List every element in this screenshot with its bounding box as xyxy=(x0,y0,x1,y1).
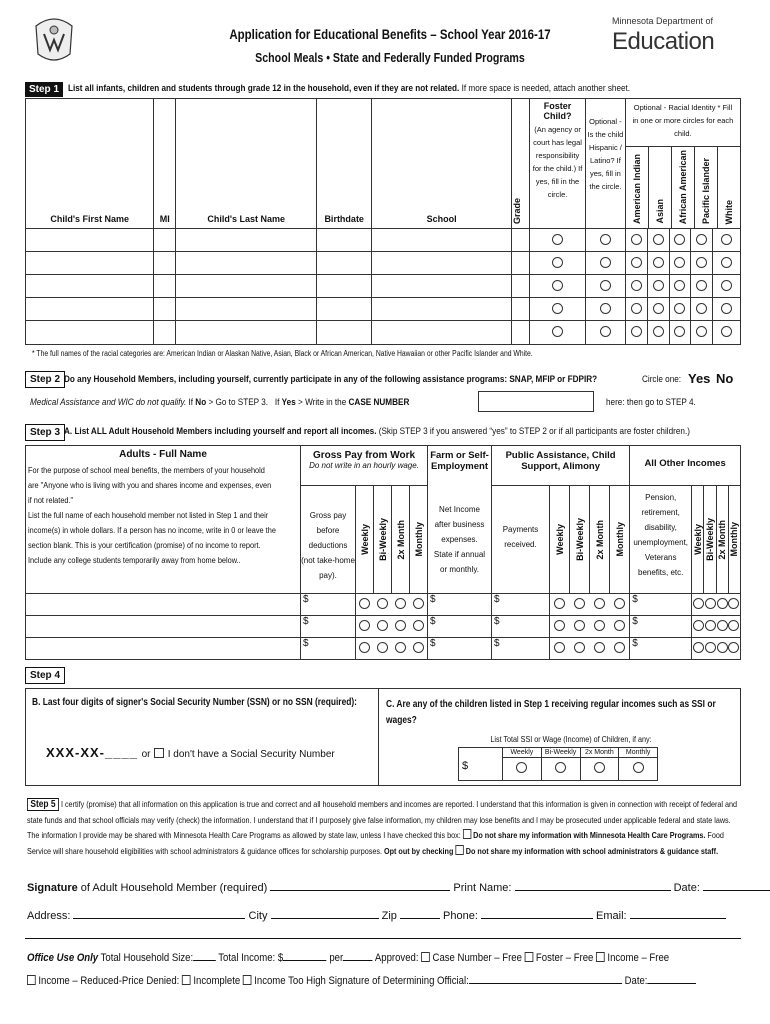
opt-out-text: Opt out by checking xyxy=(383,845,454,856)
mde-logo xyxy=(612,16,752,56)
hispanic-radio[interactable] xyxy=(600,234,611,245)
adult-name-input[interactable] xyxy=(26,616,301,638)
child-birthdate-input[interactable] xyxy=(317,229,372,252)
child-first-input[interactable] xyxy=(26,229,154,252)
dollar-sign: $ xyxy=(303,638,309,649)
table-row xyxy=(26,275,741,298)
per-label: per xyxy=(329,952,344,964)
no-share-school-checkbox[interactable] xyxy=(455,845,463,855)
freq-radio[interactable] xyxy=(395,598,406,609)
freq-radio[interactable] xyxy=(359,598,370,609)
foster-radio[interactable] xyxy=(552,326,563,337)
print-name-input[interactable] xyxy=(515,890,671,891)
freq-radio[interactable] xyxy=(728,642,739,653)
step2-goto3: > Go to STEP 3. xyxy=(208,397,269,408)
child-first-input[interactable] xyxy=(26,275,154,298)
gross-biweekly: Bi-Weekly xyxy=(377,518,388,561)
no-ssn-label: I don't have a Social Security Number xyxy=(167,749,335,760)
gross-monthly: Monthly xyxy=(413,522,424,557)
other-monthly: Monthly xyxy=(729,522,740,557)
race-radio[interactable] xyxy=(631,326,642,337)
income-free-checkbox[interactable] xyxy=(596,952,605,962)
no-share-mhcp-text: Do not share my information with Minnesota Health Care Programs. xyxy=(473,830,706,841)
race-radio[interactable] xyxy=(631,303,642,314)
freq-radio[interactable] xyxy=(395,620,406,631)
freq-radio[interactable] xyxy=(516,762,527,773)
child-grade-input[interactable] xyxy=(512,321,530,345)
race-american-indian: American Indian xyxy=(631,153,642,224)
step1-instr-bold: List all infants, children and students through grade 12 in the household, even if they are not related. xyxy=(68,83,460,94)
total-size-input[interactable] xyxy=(193,960,216,961)
step3-heading xyxy=(64,426,690,437)
dollar-sign: $ xyxy=(462,760,469,772)
adult-name-input[interactable] xyxy=(26,638,301,660)
dollar-sign: $ xyxy=(494,638,500,649)
freq-radio[interactable] xyxy=(574,642,585,653)
col-foster-title: Foster Child? xyxy=(543,101,572,121)
child-mi-input[interactable] xyxy=(154,275,176,298)
step2-if: If xyxy=(188,397,194,408)
farm-desc2: State if annual or monthly. xyxy=(433,550,486,574)
freq-radio[interactable] xyxy=(705,642,716,653)
step2-yes-text: Yes xyxy=(281,397,296,408)
freq-radio[interactable] xyxy=(413,642,424,653)
race-radio[interactable] xyxy=(696,303,707,314)
freq-radio[interactable] xyxy=(693,642,704,653)
freq-radio[interactable] xyxy=(705,620,716,631)
race-radio[interactable] xyxy=(674,326,685,337)
children-income-input[interactable] xyxy=(459,748,503,780)
foster-radio[interactable] xyxy=(552,303,563,314)
freq-radio[interactable] xyxy=(377,620,388,631)
race-radio[interactable] xyxy=(653,326,664,337)
child-birthdate-input[interactable] xyxy=(317,275,372,298)
divider xyxy=(25,938,741,939)
freq-radio[interactable] xyxy=(614,598,625,609)
freq-radio[interactable] xyxy=(705,598,716,609)
too-high-label: Income Too High xyxy=(254,975,326,987)
address-row xyxy=(27,910,747,922)
freq-radio[interactable] xyxy=(728,598,739,609)
city-input[interactable] xyxy=(271,918,379,919)
step1-tag: Step 1 xyxy=(25,82,63,97)
farm-title: Farm or Self-Employment xyxy=(430,450,489,472)
hispanic-radio[interactable] xyxy=(600,280,611,291)
race-radio[interactable] xyxy=(721,326,732,337)
hispanic-radio[interactable] xyxy=(600,303,611,314)
public-assistance-input[interactable] xyxy=(492,616,550,638)
child-freq-monthly: Monthly xyxy=(619,748,657,758)
race-radio[interactable] xyxy=(653,303,664,314)
dollar-sign: $ xyxy=(430,638,436,649)
freq-radio[interactable] xyxy=(377,642,388,653)
official-signature-label: Signature of Determining Official: xyxy=(328,975,469,987)
race-radio[interactable] xyxy=(674,303,685,314)
too-high-checkbox[interactable] xyxy=(243,975,252,985)
foster-free-label: Foster – Free xyxy=(535,952,594,964)
step2-if2: If xyxy=(274,397,280,408)
child-last-input[interactable] xyxy=(176,275,317,298)
address-label: Address: xyxy=(27,910,71,922)
zip-label: Zip xyxy=(381,910,397,922)
dollar-sign: $ xyxy=(632,594,638,605)
freq-radio[interactable] xyxy=(554,620,565,631)
date-input[interactable] xyxy=(703,890,770,891)
child-grade-input[interactable] xyxy=(512,275,530,298)
adults-desc1: For the purpose of school meal benefits, the members of your household are "Anyone who is living with you and shares income and expenses, even if not related." xyxy=(28,466,272,505)
case-free-label: Case Number – Free xyxy=(432,952,522,964)
table-row xyxy=(26,321,741,345)
gross-pay-input[interactable] xyxy=(301,638,356,660)
freq-radio[interactable] xyxy=(359,620,370,631)
email-label: Email: xyxy=(596,910,627,922)
dollar-sign: $ xyxy=(494,616,500,627)
freq-radio[interactable] xyxy=(395,642,406,653)
pub-2xmonth: 2x Month xyxy=(594,519,605,560)
foster-radio[interactable] xyxy=(552,257,563,268)
step2-line2 xyxy=(30,397,409,408)
office-row2 xyxy=(27,975,696,987)
step1-instr-rest: If more space is needed, attach another sheet. xyxy=(459,83,631,94)
col-grade: Grade xyxy=(512,197,523,224)
freq-radio[interactable] xyxy=(554,642,565,653)
ssn-row xyxy=(46,745,335,760)
freq-radio[interactable] xyxy=(594,598,605,609)
race-african-american: African American xyxy=(677,149,688,224)
race-radio[interactable] xyxy=(631,257,642,268)
official-signature-input[interactable] xyxy=(469,983,622,984)
col-birthdate: Birthdate xyxy=(324,214,364,224)
col-last-name: Child's Last Name xyxy=(207,214,286,224)
gross-desc: Gross pay before deductions (not take-home pay). xyxy=(301,486,356,593)
race-radio[interactable] xyxy=(653,280,664,291)
freq-radio[interactable] xyxy=(594,642,605,653)
freq-radio[interactable] xyxy=(717,620,728,631)
other-income-input[interactable] xyxy=(630,638,692,660)
form-title: Application for Educational Benefits – School Year 2016-17 xyxy=(229,26,551,42)
step2-circle-one: Circle one: xyxy=(642,374,682,385)
step2-no[interactable]: No xyxy=(716,371,734,386)
freq-radio[interactable] xyxy=(614,642,625,653)
income-reduced-label: Income – Reduced-Price xyxy=(38,975,144,987)
step1-instructions xyxy=(68,83,630,94)
incomplete-label: Incomplete xyxy=(193,975,241,987)
step4-tag: Step 4 xyxy=(25,667,65,684)
freq-radio[interactable] xyxy=(693,598,704,609)
public-assistance-desc: Payments received. xyxy=(492,486,550,593)
dollar-sign: $ xyxy=(430,594,436,605)
col-hispanic: Optional - Is the child Hispanic / Latino? If yes, fill in the circle. xyxy=(587,117,624,191)
step2-case-number-label: CASE NUMBER xyxy=(348,397,410,408)
hispanic-radio[interactable] xyxy=(600,326,611,337)
public-assistance-input[interactable] xyxy=(492,594,550,616)
zip-input[interactable] xyxy=(400,918,440,919)
foster-radio[interactable] xyxy=(552,234,563,245)
signature-label-rest: of Adult Household Member (required) xyxy=(77,882,268,894)
child-school-input[interactable] xyxy=(372,321,512,345)
approved-label: Approved: xyxy=(374,952,419,964)
no-ssn-checkbox[interactable] xyxy=(154,748,164,758)
address-input[interactable] xyxy=(73,918,245,919)
children-table xyxy=(25,98,741,345)
public-assistance-title: Public Assistance, Child Support, Alimony xyxy=(505,450,616,472)
incomplete-checkbox[interactable] xyxy=(182,975,191,985)
freq-radio[interactable] xyxy=(377,598,388,609)
other-weekly: Weekly xyxy=(692,524,703,555)
freq-radio[interactable] xyxy=(413,598,424,609)
phone-input[interactable] xyxy=(481,918,593,919)
race-radio[interactable] xyxy=(721,303,732,314)
race-radio[interactable] xyxy=(631,234,642,245)
foster-free-checkbox[interactable] xyxy=(525,952,534,962)
freq-radio[interactable] xyxy=(574,620,585,631)
food-service-text: Food Service will share household eligibilities with school administrators & guidance offices for scholarship purposes. xyxy=(27,830,724,856)
child-last-input[interactable] xyxy=(176,321,317,345)
other-2xmonth: 2x Month xyxy=(717,519,728,560)
farm-income-input[interactable] xyxy=(428,616,492,638)
email-input[interactable] xyxy=(630,918,726,919)
other-incomes-desc: Pension, retirement, disability, unemployment, Veterans benefits, etc. xyxy=(630,486,692,593)
public-assistance-input[interactable] xyxy=(492,638,550,660)
other-income-input[interactable] xyxy=(630,616,692,638)
other-biweekly: Bi-Weekly xyxy=(704,518,715,561)
case-number-input[interactable] xyxy=(478,391,594,412)
race-asian: Asian xyxy=(654,199,665,224)
freq-radio[interactable] xyxy=(413,620,424,631)
farm-income-input[interactable] xyxy=(428,594,492,616)
child-mi-input[interactable] xyxy=(154,321,176,345)
signature-input[interactable] xyxy=(270,890,450,891)
income-reduced-checkbox[interactable] xyxy=(27,975,36,985)
adult-name-input[interactable] xyxy=(26,594,301,616)
signature-row xyxy=(27,882,747,894)
no-share-school-text: Do not share my information with school administrators & guidance staff. xyxy=(465,845,719,856)
signature-label: Signature xyxy=(27,882,78,894)
step3-heading-bold: A. List ALL Adult Household Members including yourself and report all incomes. xyxy=(64,426,377,437)
step3-heading-rest: (Skip STEP 3 if you answered “yes” to STEP 2 or if all participants are foster children.) xyxy=(376,426,690,437)
table-row xyxy=(26,594,741,616)
col-mi: MI xyxy=(159,214,170,224)
child-last-input[interactable] xyxy=(176,229,317,252)
child-freq-2xmonth: 2x Month xyxy=(581,748,619,758)
step2-then-step4: here: then go to STEP 4. xyxy=(606,397,696,408)
child-school-input[interactable] xyxy=(372,229,512,252)
other-incomes-title: All Other Incomes xyxy=(644,458,726,469)
child-last-input[interactable] xyxy=(176,252,317,275)
child-freq-weekly: Weekly xyxy=(503,748,541,758)
office-use-title: Office Use Only xyxy=(27,952,99,964)
table-row xyxy=(26,229,741,252)
gross-weekly: Weekly xyxy=(359,524,370,555)
step5-text xyxy=(27,797,741,859)
step3-tag: Step 3 xyxy=(25,424,65,441)
total-size-label: Total Household Size: xyxy=(100,952,194,964)
gross-sub: Do not write in an hourly wage. xyxy=(309,461,419,470)
child-school-input[interactable] xyxy=(372,252,512,275)
mde-logo-bottom: Education xyxy=(612,28,715,55)
race-radio[interactable] xyxy=(696,280,707,291)
total-income-input[interactable] xyxy=(283,960,327,961)
child-mi-input[interactable] xyxy=(154,252,176,275)
child-grade-input[interactable] xyxy=(512,252,530,275)
no-share-mhcp-checkbox[interactable] xyxy=(463,829,471,839)
child-first-input[interactable] xyxy=(26,321,154,345)
freq-radio[interactable] xyxy=(359,642,370,653)
race-white: White xyxy=(723,199,734,224)
child-freq-biweekly: Bi-Weekly xyxy=(542,748,580,758)
city-label: City xyxy=(248,910,268,922)
child-last-input[interactable] xyxy=(176,298,317,321)
pub-biweekly: Bi-Weekly xyxy=(574,518,585,561)
race-radio[interactable] xyxy=(631,280,642,291)
foster-radio[interactable] xyxy=(552,280,563,291)
table-row xyxy=(26,298,741,321)
dollar-sign: $ xyxy=(632,616,638,627)
dollar-sign: $ xyxy=(303,594,309,605)
district-logo xyxy=(30,8,78,72)
step2-writein: > Write in the xyxy=(298,397,347,408)
child-school-input[interactable] xyxy=(372,275,512,298)
gross-2xmonth: 2x Month xyxy=(395,519,406,560)
race-radio[interactable] xyxy=(674,257,685,268)
child-first-input[interactable] xyxy=(26,298,154,321)
income-free-label: Income – Free xyxy=(607,952,670,964)
school-logo-icon xyxy=(30,8,78,72)
farm-income-input[interactable] xyxy=(428,638,492,660)
adults-title: Adults - Full Name xyxy=(119,449,207,460)
child-first-input[interactable] xyxy=(26,252,154,275)
office-date-input[interactable] xyxy=(647,983,696,984)
step4-c-label: C. Are any of the children listed in Step 1 receiving regular incomes such as SSI or wages? xyxy=(386,699,716,726)
race-radio[interactable] xyxy=(696,257,707,268)
race-radio[interactable] xyxy=(721,257,732,268)
pub-monthly: Monthly xyxy=(614,522,625,557)
race-radio[interactable] xyxy=(653,257,664,268)
date-label: Date: xyxy=(673,882,700,894)
per-input[interactable] xyxy=(343,960,373,961)
child-grade-input[interactable] xyxy=(512,298,530,321)
freq-radio[interactable] xyxy=(717,642,728,653)
freq-radio[interactable] xyxy=(717,598,728,609)
col-school: School xyxy=(426,214,457,224)
step2-no-text: No xyxy=(195,397,207,408)
pub-weekly: Weekly xyxy=(554,524,565,555)
race-radio[interactable] xyxy=(696,326,707,337)
race-radio[interactable] xyxy=(696,234,707,245)
col-first-name: Child's First Name xyxy=(50,214,130,224)
child-grade-input[interactable] xyxy=(512,229,530,252)
farm-desc1: Net Income after business expenses. xyxy=(434,505,485,544)
step2-yes[interactable]: Yes xyxy=(688,371,711,386)
office-row1 xyxy=(27,952,669,964)
freq-radio[interactable] xyxy=(614,620,625,631)
col-foster-desc: (An agency or court has legal responsibility for the child.) If yes, fill in the circle. xyxy=(532,125,583,199)
child-mi-input[interactable] xyxy=(154,229,176,252)
dollar-sign: $ xyxy=(303,616,309,627)
adults-table xyxy=(25,445,741,660)
freq-radio[interactable] xyxy=(555,762,566,773)
table-row xyxy=(26,616,741,638)
race-pacific-islander: Pacific Islander xyxy=(700,157,711,224)
step5-tag: Step 5 xyxy=(27,798,59,811)
child-school-input[interactable] xyxy=(372,298,512,321)
children-income-box xyxy=(458,747,658,781)
step2-tag: Step 2 xyxy=(25,371,65,388)
hispanic-radio[interactable] xyxy=(600,257,611,268)
gross-pay-input[interactable] xyxy=(301,616,356,638)
step4-box xyxy=(25,688,741,786)
freq-radio[interactable] xyxy=(554,598,565,609)
ssn-input[interactable]: XXX-XX-____ xyxy=(46,745,138,760)
race-radio[interactable] xyxy=(674,280,685,291)
race-radio[interactable] xyxy=(674,234,685,245)
child-birthdate-input[interactable] xyxy=(317,321,372,345)
denied-label: Denied: xyxy=(146,975,180,987)
freq-radio[interactable] xyxy=(693,620,704,631)
phone-label: Phone: xyxy=(443,910,478,922)
case-free-checkbox[interactable] xyxy=(421,952,430,962)
office-date-label: Date: xyxy=(624,975,648,987)
race-radio[interactable] xyxy=(721,280,732,291)
col-race-title: Optional - Racial Identity * Fill in one or more circles for each child. xyxy=(626,99,740,147)
freq-radio[interactable] xyxy=(594,762,605,773)
child-birthdate-input[interactable] xyxy=(317,298,372,321)
print-name-label: Print Name: xyxy=(453,882,512,894)
gross-pay-input[interactable] xyxy=(301,594,356,616)
adults-desc2: List the full name of each household member not listed in Step 1 and their income(s) in whole dollars. If a person has no income, write in 0 or leave the section blank. This is your certification (promise) of no income to report. Include any college students temporarily away from home below.. xyxy=(28,511,276,565)
dollar-sign: $ xyxy=(494,594,500,605)
freq-radio[interactable] xyxy=(574,598,585,609)
gross-title: Gross Pay from Work xyxy=(312,450,416,461)
children-income-label: List Total SSI or Wage (Income) of Children, if any: xyxy=(490,735,652,744)
table-row xyxy=(26,252,741,275)
dollar-sign: $ xyxy=(632,638,638,649)
step4-b-label: B. Last four digits of signer's Social Security Number (SSN) or no SSN (required): xyxy=(32,697,357,708)
race-footnote: * The full names of the racial categories are: American Indian or Alaskan Native, Asian, Black or African American, Native Hawaiian or other Pacific Islander and White. xyxy=(32,349,533,358)
total-income-label: Total Income: $ xyxy=(218,952,284,964)
child-birthdate-input[interactable] xyxy=(317,252,372,275)
freq-radio[interactable] xyxy=(633,762,644,773)
step2-question: Do any Household Members, including yourself, currently participate in any of the following assistance programs: SNAP, MFIP or FDPIR? xyxy=(64,374,598,385)
freq-radio[interactable] xyxy=(728,620,739,631)
race-radio[interactable] xyxy=(721,234,732,245)
form-subtitle: School Meals • State and Federally Funded Programs xyxy=(255,50,525,65)
table-row xyxy=(26,638,741,660)
mde-logo-top: Minnesota Department of xyxy=(612,16,714,26)
race-radio[interactable] xyxy=(653,234,664,245)
dollar-sign: $ xyxy=(430,616,436,627)
freq-radio[interactable] xyxy=(594,620,605,631)
child-mi-input[interactable] xyxy=(154,298,176,321)
other-income-input[interactable] xyxy=(630,594,692,616)
ssn-or: or xyxy=(141,749,151,760)
certify-text: I certify (promise) that all information on this application is true and correct and all household members and incomes are reported. I understand that this information is given in connection with receipt of federal and state funds and that school officials may verify (check) the information. I understand that if I purposely give false information, my children may lose benefits and I may be prosecuted under applicable federal and state laws. The information I provide may be shared with Minnesota Health Care Programs as allowed by state law, unless I have checked this box: xyxy=(27,799,738,841)
step2-mawic: Medical Assistance and WIC do not qualify. xyxy=(30,397,187,408)
